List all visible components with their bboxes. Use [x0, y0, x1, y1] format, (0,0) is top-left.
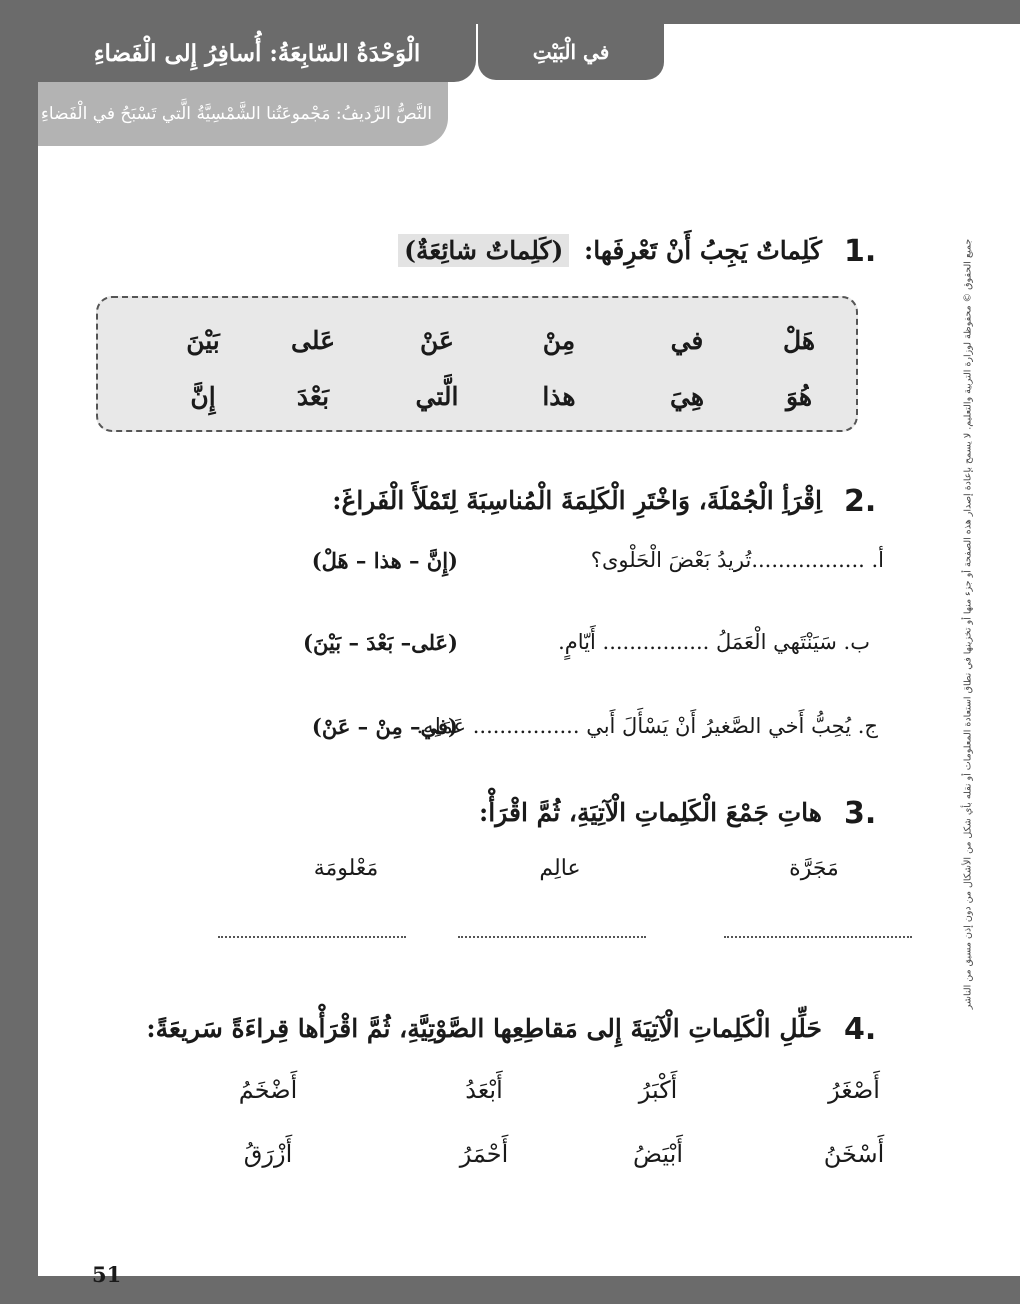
syllable-word: أَسْخَنُ — [823, 1140, 885, 1168]
answer-blank-line[interactable] — [458, 936, 646, 938]
lesson-subtitle: النَّصُّ الرَّديفُ: مَجْموعَتُنا الشَّمْسِيَّةُ الَّتي تَسْبَحُ في الْفَضاءِ — [40, 104, 432, 124]
question-2 — [38, 480, 898, 530]
common-word: هَلْ — [782, 326, 816, 355]
worksheet-page — [38, 24, 1020, 1287]
copyright-note — [958, 204, 978, 1044]
common-word: عَنْ — [420, 326, 454, 355]
answer-blank-line[interactable] — [724, 936, 912, 938]
common-words-tag: (كَلِماتٌ شائِعَةٌ) — [398, 234, 569, 267]
common-word: مِنْ — [542, 326, 576, 355]
plural-source-word: مَجَرَّة — [789, 856, 839, 881]
copyright-note-text: جميع الحقوق © محفوظة لوزارة التربية والتعليم. لا يسمح بإعادة إصدار هذه الصفحة أو جزء منها أو تخزينها في نطاق استعادة المعلومات أو نقله بأي شكل من الأشكال من دون إذن مسبق من الناشر — [962, 238, 974, 1010]
syllable-word: أَزْرَقُ — [243, 1140, 293, 1168]
fill-blank-sentence: أ. .................تُريدُ بَعْضَ الْحَلْوى؟ — [590, 548, 884, 572]
fill-blank-choices: (في– مِنْ – عَنْ) — [311, 714, 458, 739]
plural-source-word: عالِم — [539, 856, 581, 881]
common-word: هِيَ — [669, 382, 705, 411]
common-word: عَلى — [290, 326, 336, 355]
answer-blank-line[interactable] — [218, 936, 406, 938]
question-4 — [38, 1008, 898, 1058]
home-tab — [478, 24, 664, 80]
question-3-number: 3. — [844, 796, 877, 831]
common-word: بَعْدَ — [296, 382, 330, 411]
fill-blank-choices: (عَلى– بَعْدَ – بَيْنَ) — [303, 630, 458, 655]
common-word: بَيْنَ — [186, 326, 220, 355]
question-1-title-row — [398, 236, 822, 265]
syllable-word: أَصْغَرُ — [828, 1076, 880, 1104]
question-1 — [38, 230, 898, 280]
fill-blank-choices: (إِنَّ – هذا – هَلْ) — [311, 548, 458, 573]
syllable-word: أَحْمَرُ — [459, 1140, 509, 1168]
question-2-number: 2. — [844, 484, 877, 519]
page-number: 51 — [92, 1262, 122, 1287]
question-4-title: حَلِّلِ الْكَلِماتِ الْآتِيَةَ إِلى مَقاطِعِها الصَّوْتِيَّةِ، ثُمَّ اقْرَأْها قِراءَةً سَريعَةً: — [146, 1014, 822, 1043]
common-word: هذا — [542, 382, 576, 411]
question-3 — [38, 792, 898, 842]
common-word: إِنَّ — [190, 382, 216, 411]
home-tab-label: في الْبَيْتِ — [532, 40, 610, 64]
syllable-word: أَبْعَدُ — [465, 1076, 503, 1104]
common-words-box — [96, 296, 858, 432]
unit-title: الْوَحْدَةُ السّابِعَةُ: أُسافِرُ إِلى الْفَضاءِ — [93, 39, 421, 67]
question-2-title: اِقْرَأِ الْجُمْلَةَ، وَاخْتَرِ الْكَلِمَةَ الْمُناسِبَةَ لِتَمْلَأَ الْفَراغَ: — [332, 486, 822, 515]
syllable-word: أَضْخَمُ — [238, 1076, 298, 1104]
question-3-title: هاتِ جَمْعَ الْكَلِماتِ الْآتِيَةِ، ثُمَّ اقْرَأْ: — [479, 798, 822, 827]
plural-source-word: مَعْلومَة — [313, 856, 379, 881]
common-word: في — [670, 326, 704, 355]
syllable-word: أَبْيَضُ — [633, 1140, 683, 1168]
syllable-word: أَكْبَرُ — [638, 1076, 678, 1104]
subtitle-bar — [38, 82, 448, 146]
question-1-number: 1. — [844, 234, 877, 269]
question-4-number: 4. — [844, 1012, 877, 1047]
common-word: هُوَ — [785, 382, 813, 411]
fill-blank-sentence: ج. يُحِبُّ أَخي الصَّغيرُ أَنْ يَسْأَلَ أَبي ................ عَمَلِهِ. — [416, 714, 878, 738]
common-word: الَّتي — [415, 382, 459, 411]
unit-title-bar — [38, 24, 476, 82]
fill-blank-sentence: ب. سَيَنْتَهي الْعَمَلُ ................ أَيّامٍ. — [558, 630, 870, 654]
question-1-title: كَلِماتٌ يَجِبُ أَنْ تَعْرِفَها: — [584, 236, 822, 265]
